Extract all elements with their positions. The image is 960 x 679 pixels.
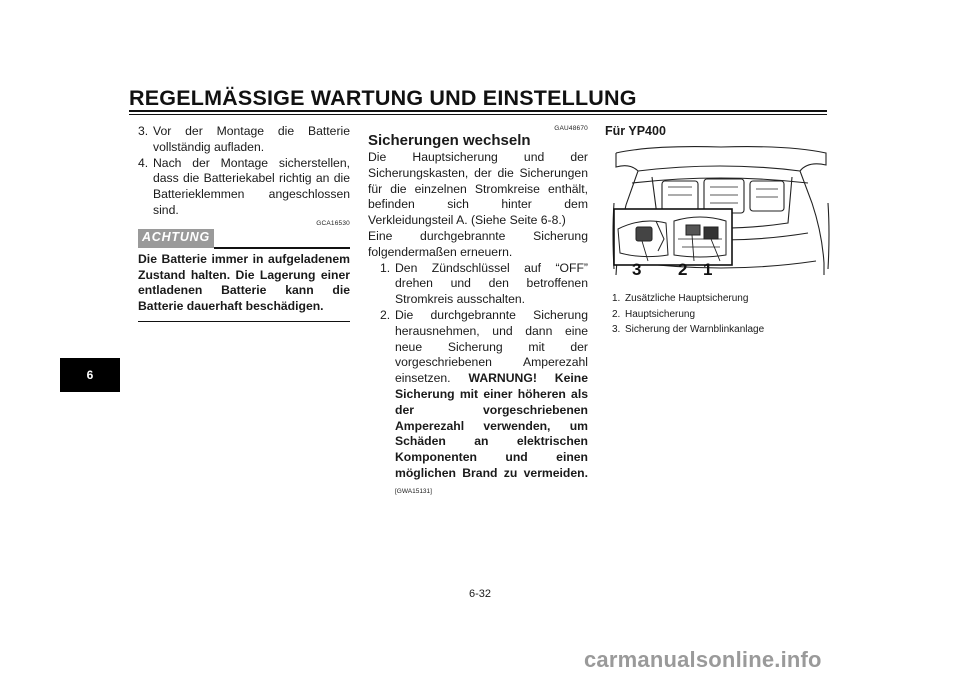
header-rule [129,110,827,112]
legend-item [612,307,832,323]
list-item-text [395,308,588,500]
column-left [138,124,350,322]
caution-code: GCA16530 [316,219,350,227]
caution-rule [214,247,350,249]
page-header-title: REGELMÄSSIGE WARTUNG UND EINSTELLUNG [129,86,637,110]
figure-title: Für YP400 [605,124,666,138]
list-item [380,261,588,308]
list-item-number: 4. [138,155,149,170]
page-number: 6-32 [468,588,492,600]
warning-text: WARNUNG! Keine Sicherung mit einer höheren als der vorgeschriebenen Amperezahl verwenden, um Schäden an elektrischen Komponenten und einen möglichen Brand zu vermeiden. [395,371,588,480]
section-code: GAU48670 [554,125,588,132]
caution-badge: ACHTUNG [138,229,214,248]
warning-code: [GWA15131] [395,487,432,495]
list-item-number: 1. [380,260,391,275]
fuse-location-illustration [612,143,830,281]
caution-text: Die Batterie immer in aufgeladenem Zustand halten. Die Lagerung einer entladenen Batterie kann die Batterie dauerhaft beschädigen. [138,251,350,314]
caution-header [138,229,350,251]
list-item [138,124,350,156]
list-item [380,308,588,500]
legend-text: Sicherung der Warnblinkanlage [625,324,765,335]
list-item-text: Nach der Montage sicherstellen, dass die Batteriekabel richtig an die Batterieklemmen angeschlossen sind. [153,155,350,217]
legend-number: 2. [612,308,621,320]
section-heading: Sicherungen wechseln [368,132,531,149]
caution-bottom-rule [138,321,350,323]
figure-legend [612,291,832,338]
legend-number: 3. [612,324,621,335]
list-item-number: 2. [380,307,391,322]
list-item [138,156,350,219]
legend-text: Zusätzliche Hauptsicherung [625,293,749,304]
callout-3: 3 [632,260,642,279]
list-item-number: 3. [138,124,149,138]
list-item-text: Den Zündschlüssel auf “OFF” drehen und den betroffenen Stromkreis ausschalten. [395,260,588,307]
watermark: carmanualsonline.info [584,647,822,672]
intro-paragraph-2: Eine durchgebrannte Sicherung folgendermaßen erneuern. [368,228,588,259]
step-text: Die durchgebrannte Sicherung herausnehmen, und dann eine neue Sicherung mit der vorgeschriebenen Amperezahl einsetzen. [395,307,588,386]
header-rule-thin [129,114,827,115]
legend-item [612,291,832,307]
column-middle [368,124,588,500]
list-item-text: Vor der Montage die Batterie vollständig aufladen. [153,124,350,154]
column-right [605,124,830,139]
intro-paragraph: Die Hauptsicherung und der Sicherungskasten, der die Sicherungen für die einzelnen Stromkreise enthält, befinden sich hinter dem Verkleidungsteil A. (Siehe Seite 6-8.) [368,150,588,228]
chapter-tab: 6 [60,358,120,392]
legend-number: 1. [612,293,621,304]
callout-1: 1 [703,260,713,279]
legend-text: Hauptsicherung [625,308,696,320]
callout-2: 2 [678,260,688,279]
legend-item [612,322,832,338]
